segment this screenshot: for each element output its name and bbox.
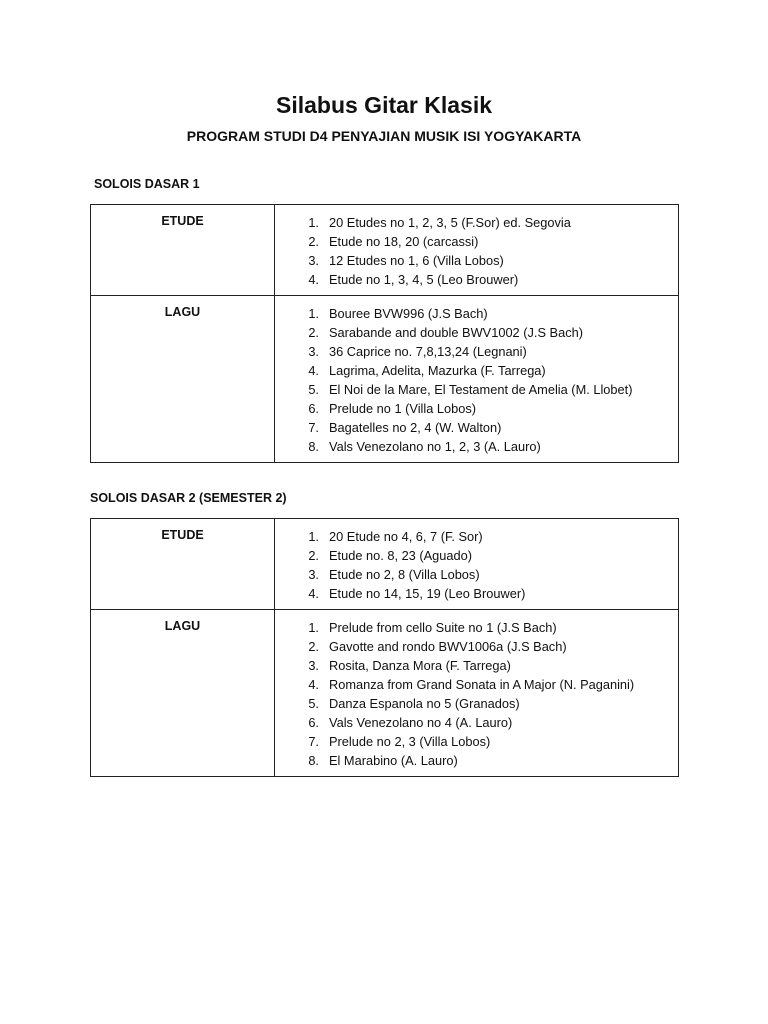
list-item: [275, 380, 678, 399]
category-cell: LAGU: [91, 296, 275, 463]
list-item-text: Sarabande and double BWV1002 (J.S Bach): [329, 325, 583, 340]
list-item: [275, 232, 678, 251]
list-item: [275, 399, 678, 418]
list-item: [275, 342, 678, 361]
list-item-number: 3.: [308, 658, 319, 673]
list-item-number: 4.: [308, 272, 319, 287]
items-cell: [275, 296, 679, 463]
syllabus-table-solois-dasar-2: [90, 518, 679, 777]
list-item: [275, 565, 678, 584]
list-item-number: 2.: [308, 639, 319, 654]
section-heading-solois-dasar-2: SOLOIS DASAR 2 (SEMESTER 2): [90, 491, 287, 505]
list-item-text: Vals Venezolano no 1, 2, 3 (A. Lauro): [329, 439, 541, 454]
items-cell: [275, 519, 679, 610]
list-item-text: Prelude no 1 (Villa Lobos): [329, 401, 477, 416]
item-list: [275, 213, 678, 289]
list-item-text: Etude no. 8, 23 (Aguado): [329, 548, 473, 563]
list-item: [275, 270, 678, 289]
page-subtitle: PROGRAM STUDI D4 PENYAJIAN MUSIK ISI YOGYAKARTA: [186, 128, 582, 144]
list-item-text: Gavotte and rondo BWV1006a (J.S Bach): [329, 639, 567, 654]
list-item-number: 1.: [308, 529, 319, 544]
list-item-text: Lagrima, Adelita, Mazurka (F. Tarrega): [329, 363, 546, 378]
list-item-text: Romanza from Grand Sonata in A Major (N. Paganini): [329, 677, 635, 692]
list-item-text: 20 Etude no 4, 6, 7 (F. Sor): [329, 529, 483, 544]
list-item: [275, 732, 678, 751]
category-cell: ETUDE: [91, 205, 275, 296]
list-item: [275, 751, 678, 770]
list-item-text: Vals Venezolano no 4 (A. Lauro): [329, 715, 513, 730]
list-item-text: Etude no 14, 15, 19 (Leo Brouwer): [329, 586, 526, 601]
table-row-lagu: [91, 610, 679, 777]
list-item: [275, 713, 678, 732]
list-item-number: 7.: [308, 734, 319, 749]
list-item: [275, 584, 678, 603]
list-item-text: Etude no 1, 3, 4, 5 (Leo Brouwer): [329, 272, 519, 287]
list-item-number: 7.: [308, 420, 319, 435]
category-cell: ETUDE: [91, 519, 275, 610]
list-item-number: 4.: [308, 677, 319, 692]
list-item-text: Etude no 18, 20 (carcassi): [329, 234, 479, 249]
list-item-number: 6.: [308, 401, 319, 416]
list-item-number: 1.: [308, 620, 319, 635]
list-item: [275, 637, 678, 656]
list-item: [275, 546, 678, 565]
list-item-number: 2.: [308, 325, 319, 340]
list-item: [275, 527, 678, 546]
list-item-text: Bouree BVW996 (J.S Bach): [329, 306, 488, 321]
items-cell: [275, 205, 679, 296]
list-item-number: 2.: [308, 548, 319, 563]
list-item: [275, 437, 678, 456]
list-item: [275, 618, 678, 637]
list-item-text: El Marabino (A. Lauro): [329, 753, 458, 768]
list-item-number: 2.: [308, 234, 319, 249]
item-list: [275, 527, 678, 603]
list-item: [275, 418, 678, 437]
list-item: [275, 213, 678, 232]
list-item-text: Bagatelles no 2, 4 (W. Walton): [329, 420, 502, 435]
page-title: Silabus Gitar Klasik: [275, 92, 493, 118]
list-item-number: 3.: [308, 253, 319, 268]
list-item-number: 4.: [308, 586, 319, 601]
list-item-number: 8.: [308, 753, 319, 768]
list-item-text: Prelude from cello Suite no 1 (J.S Bach): [329, 620, 557, 635]
table-row-etude: [91, 519, 679, 610]
table-row-lagu: [91, 296, 679, 463]
list-item: [275, 675, 678, 694]
list-item-number: 6.: [308, 715, 319, 730]
list-item-number: 8.: [308, 439, 319, 454]
list-item-text: Etude no 2, 8 (Villa Lobos): [329, 567, 480, 582]
item-list: [275, 304, 678, 456]
table-row-etude: [91, 205, 679, 296]
category-cell: LAGU: [91, 610, 275, 777]
items-cell: [275, 610, 679, 777]
list-item: [275, 656, 678, 675]
list-item-number: 5.: [308, 382, 319, 397]
syllabus-table-solois-dasar-1: [90, 204, 679, 463]
section-heading-solois-dasar-1: SOLOIS DASAR 1: [94, 177, 200, 191]
list-item-text: Rosita, Danza Mora (F. Tarrega): [329, 658, 511, 673]
list-item-text: 20 Etudes no 1, 2, 3, 5 (F.Sor) ed. Segovia: [329, 215, 571, 230]
list-item: [275, 694, 678, 713]
item-list: [275, 618, 678, 770]
list-item-number: 1.: [308, 215, 319, 230]
list-item-text: Danza Espanola no 5 (Granados): [329, 696, 520, 711]
list-item: [275, 304, 678, 323]
list-item-text: El Noi de la Mare, El Testament de Amelia (M. Llobet): [329, 382, 633, 397]
list-item-text: Prelude no 2, 3 (Villa Lobos): [329, 734, 491, 749]
list-item: [275, 251, 678, 270]
list-item-number: 3.: [308, 567, 319, 582]
list-item-number: 5.: [308, 696, 319, 711]
list-item-number: 1.: [308, 306, 319, 321]
list-item-number: 3.: [308, 344, 319, 359]
list-item: [275, 361, 678, 380]
list-item-text: 36 Caprice no. 7,8,13,24 (Legnani): [329, 344, 527, 359]
list-item-number: 4.: [308, 363, 319, 378]
list-item: [275, 323, 678, 342]
list-item-text: 12 Etudes no 1, 6 (Villa Lobos): [329, 253, 504, 268]
